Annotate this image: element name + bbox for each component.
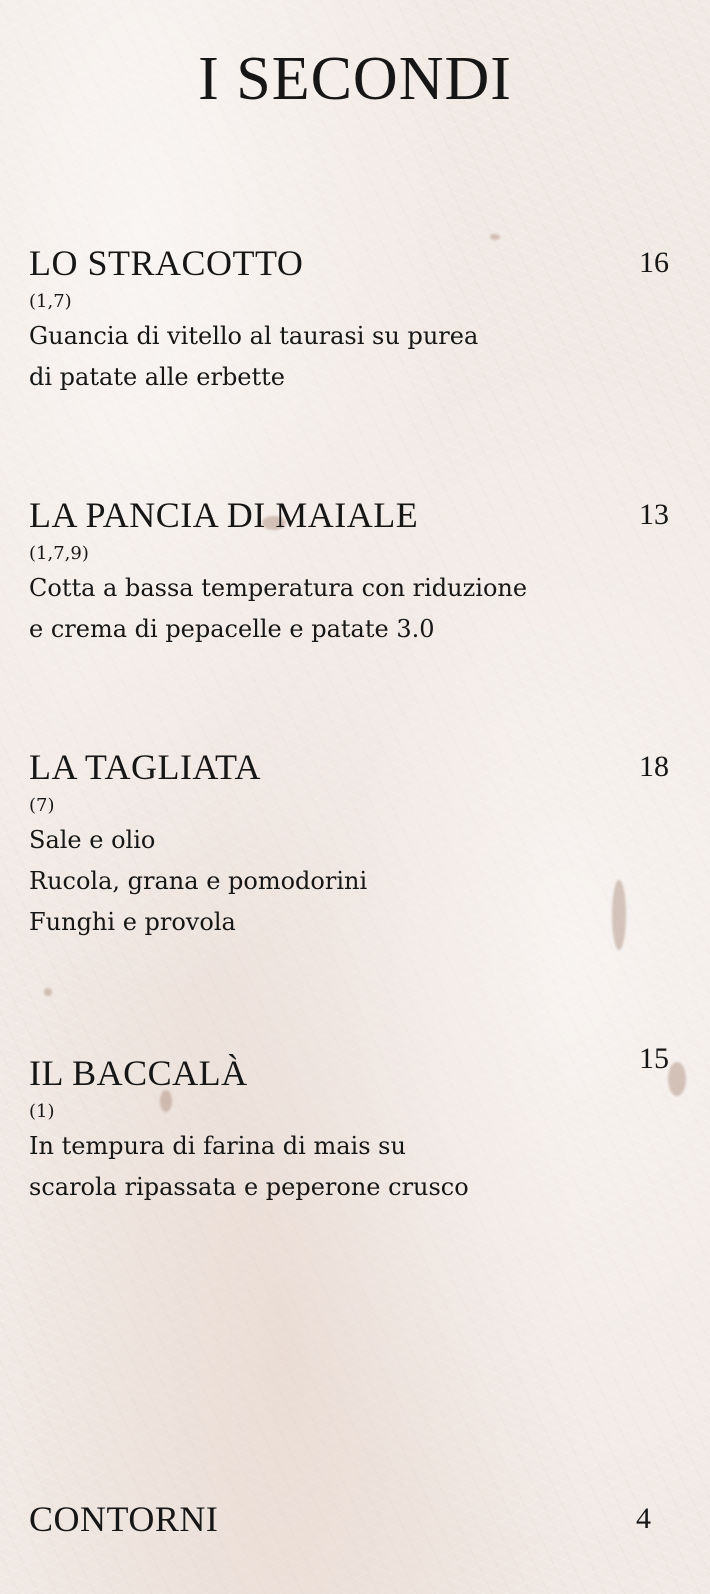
item-name: LO STRACOTTO — [29, 243, 304, 283]
item-price: 16 — [639, 246, 669, 279]
description-line: scarola ripassata e peperone crusco — [29, 1173, 469, 1201]
paper-fleck — [44, 988, 52, 996]
item-allergens: (1,7) — [29, 291, 72, 312]
item-allergens: (7) — [29, 795, 55, 816]
contorni-item — [29, 1498, 681, 1540]
item-name: LA TAGLIATA — [29, 747, 262, 787]
item-name: IL BACCALÀ — [29, 1053, 248, 1093]
description-line: e crema di pepacelle e patate 3.0 — [29, 615, 435, 643]
menu-item — [29, 746, 681, 943]
page-title: I SECONDI — [198, 45, 512, 113]
description-line: Sale e olio — [29, 826, 156, 854]
item-allergens: (1) — [29, 1101, 55, 1122]
description-line: Funghi e provola — [29, 908, 236, 936]
item-name: CONTORNI — [29, 1499, 219, 1539]
description-line: Guancia di vitello al taurasi su purea — [29, 322, 479, 350]
description-line: Cotta a bassa temperatura con riduzione — [29, 574, 528, 602]
menu-item — [29, 1042, 681, 1208]
menu-item — [29, 242, 681, 398]
item-price: 18 — [639, 750, 669, 783]
item-description — [29, 568, 681, 650]
description-line: Rucola, grana e pomodorini — [29, 867, 368, 895]
item-description — [29, 316, 681, 398]
item-price: 4 — [636, 1502, 651, 1535]
description-line: di patate alle erbette — [29, 363, 285, 391]
description-line: In tempura di farina di mais su — [29, 1132, 406, 1160]
item-price: 13 — [639, 498, 669, 531]
item-description — [29, 820, 681, 943]
item-description — [29, 1126, 681, 1208]
paper-fleck — [490, 234, 500, 240]
item-allergens: (1,7,9) — [29, 543, 89, 564]
item-name: LA PANCIA DI MAIALE — [29, 495, 419, 535]
menu-item — [29, 494, 681, 650]
item-price: 15 — [639, 1042, 669, 1075]
